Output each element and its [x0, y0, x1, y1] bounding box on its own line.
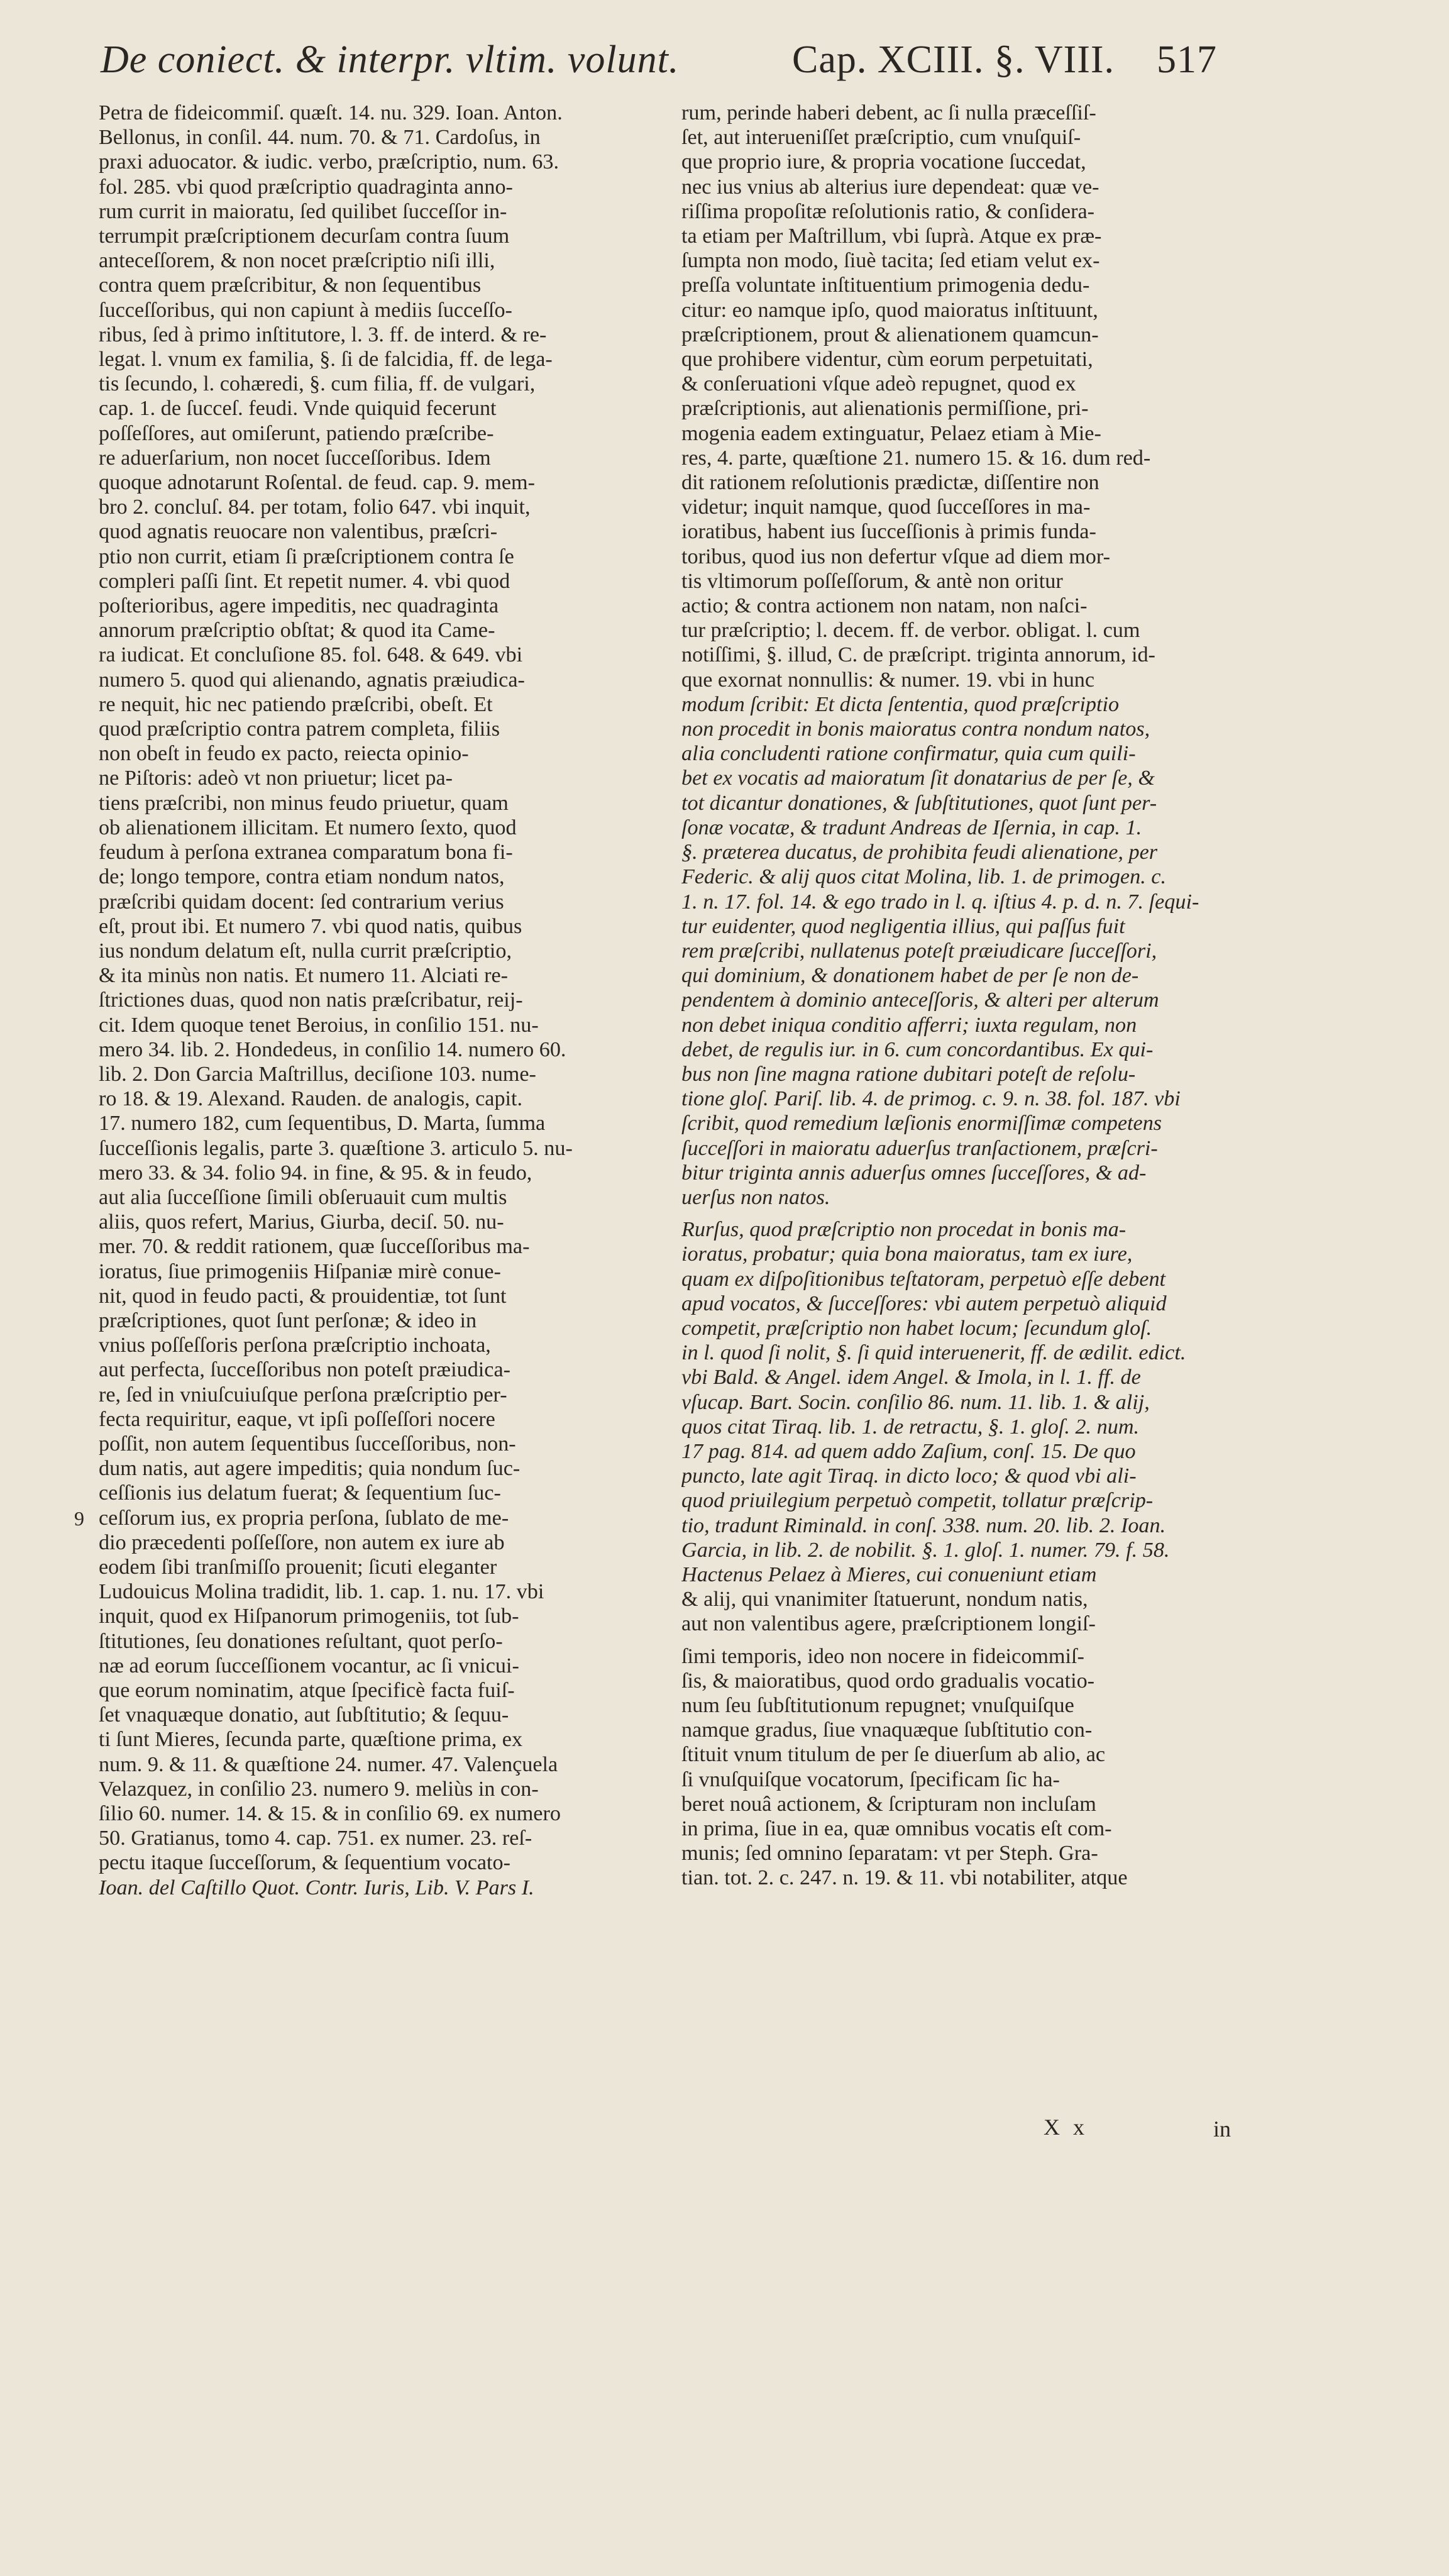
text-line: re, ſed in vniuſcuiuſque perſona præſcriptio per-	[99, 1383, 507, 1407]
text-line: ioratus, probatur; quia bona maioratus, tam ex iure,	[681, 1242, 1133, 1266]
text-line: 17 pag. 814. ad quem addo Zaſium, conſ. 15. De quo	[681, 1439, 1136, 1463]
text-line: ti ſunt Mieres, ſecunda parte, quæſtione prima, ex	[99, 1728, 523, 1752]
text-line: nit, quod in feudo pacti, & prouidentiæ, tot ſunt	[99, 1284, 507, 1308]
text-line: ro 18. & 19. Alexand. Rauden. de analogis, capit.	[99, 1087, 523, 1111]
text-line: ceſſionis ius delatum fuerat; & ſequentium ſuc-	[99, 1481, 501, 1505]
text-line: praxi aduocator. & iudic. verbo, præſcriptio, num. 63.	[99, 150, 559, 174]
text-line: bitur triginta annis aduerſus omnes ſucceſſores, & ad-	[681, 1161, 1147, 1185]
left-column	[99, 101, 652, 1900]
text-line: in l. quod ſi nolit, §. ſi quid interuenerit, ff. de ædilit. edict.	[681, 1341, 1186, 1365]
text-line: ſtitutiones, ſeu donationes reſultant, quot perſo-	[99, 1629, 503, 1653]
text-line: Federic. & alij quos citat Molina, lib. 1. de primogen. c.	[681, 865, 1167, 889]
text-line: ſet, aut interueniſſet præſcriptio, cum vnuſquiſ-	[681, 126, 1081, 150]
text-line: Bellonus, in conſil. 44. num. 70. & 71. Cardoſus, in	[99, 126, 541, 150]
text-line: & ita minùs non natis. Et numero 11. Alciati re-	[99, 964, 509, 988]
text-line: aut non valentibus agere, præſcriptionem longiſ-	[681, 1612, 1096, 1636]
text-line: num ſeu ſubſtitutionum repugnet; vnuſquiſque	[681, 1694, 1074, 1717]
text-line: quod priuilegium perpetuò competit, tollatur præſcrip-	[681, 1489, 1154, 1513]
text-line: præſcriptionis, aut alienationis permiſſione, pri-	[681, 397, 1089, 421]
text-line: præſcribi quidam docent: ſed contrarium verius	[99, 890, 504, 914]
text-line: quos citat Tiraq. lib. 1. de retractu, §. 1. gloſ. 2. num.	[681, 1415, 1140, 1439]
text-line: legat. l. vnum ex familia, §. ſi de falcidia, ff. de lega-	[99, 348, 553, 372]
text-line: ſcribit, quod remedium læſionis enormiſſimæ competens	[681, 1112, 1162, 1136]
text-line: qui dominium, & donationem habet de per ſe non de-	[681, 964, 1139, 988]
text-line: num. 9. & 11. & quæſtione 24. numer. 47. Valençuela	[99, 1752, 558, 1776]
page-number: 517	[1157, 38, 1217, 81]
text-line: modum ſcribit: Et dicta ſententia, quod præſcriptio	[681, 692, 1120, 716]
text-line: non procedit in bonis maioratus contra nondum natos,	[681, 717, 1150, 741]
text-line: tur præſcriptio; l. decem. ff. de verbor. obligat. l. cum	[681, 619, 1140, 643]
text-line: ſis, & maioratibus, quod ordo gradualis vocatio-	[681, 1669, 1095, 1693]
text-line: ſucceſſoribus, qui non capiunt à mediis ſucceſſo-	[99, 298, 512, 322]
text-line: bro 2. concluſ. 84. per totam, folio 647. vbi inquit,	[99, 495, 531, 519]
text-line: mogenia eadem extinguatur, Pelaez etiam à Mie-	[681, 421, 1101, 445]
text-line: aliis, quos refert, Marius, Giurba, deciſ. 50. nu-	[99, 1210, 504, 1234]
text-line: rem præſcribi, nullatenus poteſt præiudicare ſucceſſori,	[681, 939, 1157, 963]
catchword: in	[1213, 2116, 1231, 2142]
text-line: vſucap. Bart. Socin. conſilio 86. num. 11. lib. 1. & alij,	[681, 1390, 1150, 1414]
text-line: 17. numero 182, cum ſequentibus, D. Marta, ſumma	[99, 1112, 546, 1136]
text-line: Garcia, in lib. 2. de nobilit. §. 1. gloſ. 1. numer. 79. f. 58.	[681, 1538, 1170, 1562]
text-line: fecta requiritur, eaque, vt ipſi poſſeſſori nocere	[99, 1407, 495, 1431]
right-column	[681, 101, 1247, 1891]
text-line: ius nondum delatum eſt, nulla currit præſcriptio,	[99, 939, 512, 963]
text-line: ſtrictiones duas, quod non natis præſcribatur, reij-	[99, 988, 523, 1012]
text-line: tur euidenter, quod negligentia illius, qui paſſus fuit	[681, 914, 1125, 938]
text-line: 50. Gratianus, tomo 4. cap. 751. ex numer. 23. reſ-	[99, 1827, 532, 1850]
text-line: alia concludenti ratione confirmatur, quia cum quili-	[681, 742, 1136, 766]
text-line: munis; ſed omnino ſeparatam: vt per Steph. Gra-	[681, 1842, 1098, 1866]
text-line: dio præcedenti poſſeſſore, non autem ex iure ab	[99, 1530, 505, 1554]
text-line: bus non ſine magna ratione dubitari poteſt de reſolu-	[681, 1062, 1136, 1086]
text-line: apud vocatos, & ſucceſſores: vbi autem perpetuò aliquid	[681, 1291, 1167, 1315]
text-line: namque gradus, ſiue vnaquæque ſubſtitutio con-	[681, 1718, 1093, 1742]
text-line: que prohibere videntur, cùm eorum perpetuitati,	[681, 348, 1093, 372]
text-line: puncto, late agit Tiraq. in dicto loco; & quod vbi ali-	[681, 1464, 1137, 1488]
text-line: feudum à perſona extranea comparatum bona fi-	[99, 841, 513, 865]
text-line: mer. 70. & reddit rationem, quæ ſucceſſoribus ma-	[99, 1235, 530, 1259]
text-line: que proprio iure, & propria vocatione ſuccedat,	[681, 150, 1086, 174]
signature-mark: X x	[1044, 2114, 1088, 2140]
text-line: ceſſorum ius, ex propria perſona, ſublato de me-	[99, 1506, 509, 1530]
text-line: preſſa voluntate inſtituentium primogenia dedu-	[681, 274, 1090, 297]
text-line: ioratus, ſiue primogeniis Hiſpaniæ mirè conue-	[99, 1259, 501, 1283]
text-line: eodem ſibi tranſmiſſo prouenit; ſicuti eleganter	[99, 1555, 497, 1579]
text-line: poſſeſſores, aut omiſerunt, patiendo præſcribe-	[99, 421, 494, 445]
text-line: inquit, quod ex Hiſpanorum primogeniis, tot ſub-	[99, 1605, 519, 1628]
text-line: dit rationem reſolutionis prædictæ, diſſentire non	[681, 471, 1099, 495]
text-line: Petra de fideicommiſ. quæſt. 14. nu. 329. Ioan. Anton.	[99, 101, 563, 124]
text-line: ioratibus, habent ius ſucceſſionis à primis funda-	[681, 520, 1096, 544]
text-line: §. præterea ducatus, de prohibita feudi alienatione, per	[681, 841, 1158, 865]
text-line: fol. 285. vbi quod præſcriptio quadraginta anno-	[99, 175, 513, 199]
text-line: tis ſecundo, l. cohæredi, §. cum filia, ff. de vulgari,	[99, 372, 536, 396]
text-line: tio, tradunt Riminald. in conſ. 338. num. 20. lib. 2. Ioan.	[681, 1513, 1166, 1537]
text-line: contra quem præſcribitur, & non ſequentibus	[99, 274, 482, 297]
text-line: in prima, ſiue in ea, quæ omnibus vocatis eſt com-	[681, 1817, 1112, 1841]
text-line: ſumpta non modo, ſiuè tacita; ſed etiam velut ex-	[681, 249, 1100, 273]
text-line: lib. 2. Don Garcia Maſtrillus, deciſione 103. nume-	[99, 1062, 536, 1086]
text-line: poſterioribus, agere impeditis, nec quadraginta	[99, 594, 499, 618]
text-line: competit, præſcriptio non habet locum; ſecundum gloſ.	[681, 1316, 1152, 1340]
text-line: quoque adnotarunt Roſental. de feud. cap. 9. mem-	[99, 471, 535, 495]
text-line: ſucceſſori in maioratu aduerſus tranſactionem, præſcri-	[681, 1136, 1158, 1160]
text-line: vbi Bald. & Angel. idem Angel. & Imola, in l. 1. ff. de	[681, 1366, 1141, 1390]
margin-mark: 9	[74, 1507, 84, 1530]
text-line: que exornat nonnullis: & numer. 19. vbi in hunc	[681, 668, 1095, 692]
text-line: re aduerſarium, non nocet ſucceſſoribus. Idem	[99, 446, 491, 470]
text-line: tot dicantur donationes, & ſubſtitutiones, quot ſunt per-	[681, 791, 1157, 815]
text-line: riſſima propoſitæ reſolutionis ratio, & conſidera-	[681, 199, 1095, 223]
text-line: citur: eo namque ipſo, quod maioratus inſtituunt,	[681, 298, 1098, 322]
text-line: ſet vnaquæque donatio, aut ſubſtitutio; & ſequu-	[99, 1703, 509, 1727]
text-line: vnius poſſeſſoris perſona præſcriptio inchoata,	[99, 1334, 491, 1357]
text-line: mero 33. & 34. folio 94. in fine, & 95. & in feudo,	[99, 1161, 532, 1185]
text-line: quam ex diſpoſitionibus teſtatoram, perpetuò eſſe debent	[681, 1267, 1166, 1291]
text-line: Hactenus Pelaez à Mieres, cui conueniunt etiam	[681, 1562, 1097, 1586]
text-line: numero 5. quod qui alienando, agnatis præiudica-	[99, 668, 525, 692]
text-line: poſſit, non autem ſequentibus ſucceſſoribus, non-	[99, 1432, 516, 1456]
text-line: tione gloſ. Pariſ. lib. 4. de primog. c. 9. n. 38. fol. 187. vbi	[681, 1087, 1181, 1111]
text-line: uerſus non natos.	[681, 1185, 830, 1209]
text-line: aut alia ſucceſſione ſimili obſeruauit cum multis	[99, 1185, 507, 1209]
text-line: pectu itaque ſucceſſorum, & ſequentium vocato-	[99, 1851, 511, 1875]
text-line: rum, perinde haberi debent, ac ſi nulla præceſſiſ-	[681, 101, 1096, 124]
text-line: res, 4. parte, quæſtione 21. numero 15. & 16. dum red-	[681, 446, 1151, 470]
text-line: annorum præſcriptio obſtat; & quod ita Came-	[99, 619, 495, 643]
text-line: næ ad eorum ſucceſſionem vocantur, ac ſi vnicui-	[99, 1654, 519, 1678]
text-line: toribus, quod ius non defertur vſque ad diem mor-	[681, 544, 1110, 568]
text-line: ſtituit vnum titulum de per ſe diuerſum ab alio, ac	[681, 1743, 1106, 1767]
text-line: non obeſt in feudo ex pacto, reiecta opinio-	[99, 742, 469, 766]
text-line: notiſſimi, §. illud, C. de præſcript. triginta annorum, id-	[681, 643, 1155, 667]
text-line: mero 34. lib. 2. Hondedeus, in conſilio 14. numero 60.	[99, 1037, 566, 1061]
text-line: 1. n. 17. fol. 14. & ego trado in l. q. iſtius 4. p. d. n. 7. ſequi-	[681, 890, 1199, 914]
text-line: Ludouicus Molina tradidit, lib. 1. cap. 1. nu. 17. vbi	[99, 1580, 544, 1604]
text-line: ſonæ vocatæ, & tradunt Andreas de Iſernia, in cap. 1.	[681, 815, 1142, 839]
text-line: pendentem à dominio anteceſſoris, & alteri per alterum	[681, 988, 1159, 1012]
text-line: & alij, qui vnanimiter ſtatuerunt, nondum natis,	[681, 1588, 1088, 1611]
text-line: beret nouâ actionem, & ſcripturam non incluſam	[681, 1792, 1096, 1816]
text-line: ſimi temporis, ideo non nocere in fideicommiſ-	[681, 1644, 1084, 1668]
text-line: præſcriptionem, prout & alienationem quamcun-	[681, 323, 1099, 346]
text-line: ribus, ſed à primo inſtitutore, l. 3. ff. de interd. & re-	[99, 323, 547, 346]
text-line: ptio non currit, etiam ſi præſcriptionem contra ſe	[99, 544, 514, 568]
text-line: dum natis, aut agere impeditis; quia nondum ſuc-	[99, 1457, 521, 1481]
text-line: bet ex vocatis ad maioratum ſit donatarius de per ſe, &	[681, 766, 1155, 790]
chapter-reference: Cap. XCIII. §. VIII.	[792, 38, 1115, 81]
text-line: eſt, prout ibi. Et numero 7. vbi quod natis, quibus	[99, 914, 522, 938]
text-line: rum currit in maioratu, ſed quilibet ſucceſſor in-	[99, 199, 507, 223]
text-line: terrumpit præſcriptionem decurſam contra ſuum	[99, 224, 510, 248]
text-line: actio; & contra actionem non natam, non naſci-	[681, 594, 1088, 618]
text-line: re nequit, hic nec patiendo præſcribi, obeſt. Et	[99, 692, 493, 716]
text-line: ne Piſtoris: adeò vt non priuetur; licet pa-	[99, 766, 453, 790]
text-line: cit. Idem quoque tenet Beroius, in conſilio 151. nu-	[99, 1013, 539, 1037]
text-line: debet, de regulis iur. in 6. cum concordantibus. Ex qui-	[681, 1037, 1154, 1061]
text-line: ſucceſſionis legalis, parte 3. quæſtione 3. articulo 5. nu-	[99, 1136, 573, 1160]
text-line: & conſeruationi vſque adeò repugnet, quod ex	[681, 372, 1076, 396]
running-header	[101, 38, 1220, 101]
text-line: Ioan. del Caſtillo Quot. Contr. Iuris, Lib. V. Pars I.	[99, 1876, 534, 1899]
text-line: quod præſcriptio contra patrem completa, filiis	[99, 717, 500, 741]
text-line: quod agnatis reuocare non valentibus, præſcri-	[99, 520, 498, 544]
text-line: ra iudicat. Et concluſione 85. fol. 648. & 649. vbi	[99, 643, 523, 667]
text-line: præſcriptiones, quot ſunt perſonæ; & ideo in	[99, 1308, 477, 1332]
text-line: non debet iniqua conditio afferri; iuxta regulam, non	[681, 1013, 1137, 1037]
text-line: compleri paſſi ſint. Et repetit numer. 4. vbi quod	[99, 569, 510, 593]
text-line: que eorum nominatim, atque ſpecificè facta fuiſ-	[99, 1679, 515, 1702]
text-line: Velazquez, in conſilio 23. numero 9. meliùs in con-	[99, 1777, 539, 1801]
text-line: cap. 1. de ſucceſ. feudi. Vnde quiquid fecerunt	[99, 397, 497, 421]
running-title: De coniect. & interpr. vltim. volunt.	[101, 38, 680, 81]
text-line: Rurſus, quod præſcriptio non procedat in bonis ma-	[681, 1218, 1127, 1242]
text-line: tiens præſcribi, non minus feudo priuetur, quam	[99, 791, 509, 815]
text-line: de; longo tempore, contra etiam nondum natos,	[99, 865, 505, 889]
text-line: anteceſſorem, & non nocet præſcriptio niſi illi,	[99, 249, 495, 273]
text-line: nec ius vnius ab alterius iure dependeat: quæ ve-	[681, 175, 1099, 199]
text-line: videtur; inquit namque, quod ſucceſſores in ma-	[681, 495, 1091, 519]
text-line: ſi vnuſquiſque vocatorum, ſpecificam ſic ha-	[681, 1767, 1060, 1791]
text-line: ta etiam per Maſtrillum, vbi ſuprà. Atque ex præ-	[681, 224, 1102, 248]
text-line: ob alienationem illicitam. Et numero ſexto, quod	[99, 815, 517, 839]
text-line: aut perfecta, ſucceſſoribus non poteſt præiudica-	[99, 1358, 511, 1382]
text-line: tis vltimorum poſſeſſorum, & antè non oritur	[681, 569, 1063, 593]
text-line: tian. tot. 2. c. 247. n. 19. & 11. vbi notabiliter, atque	[681, 1866, 1128, 1890]
text-line: ſilio 60. numer. 14. & 15. & in conſilio 69. ex numero	[99, 1802, 561, 1826]
